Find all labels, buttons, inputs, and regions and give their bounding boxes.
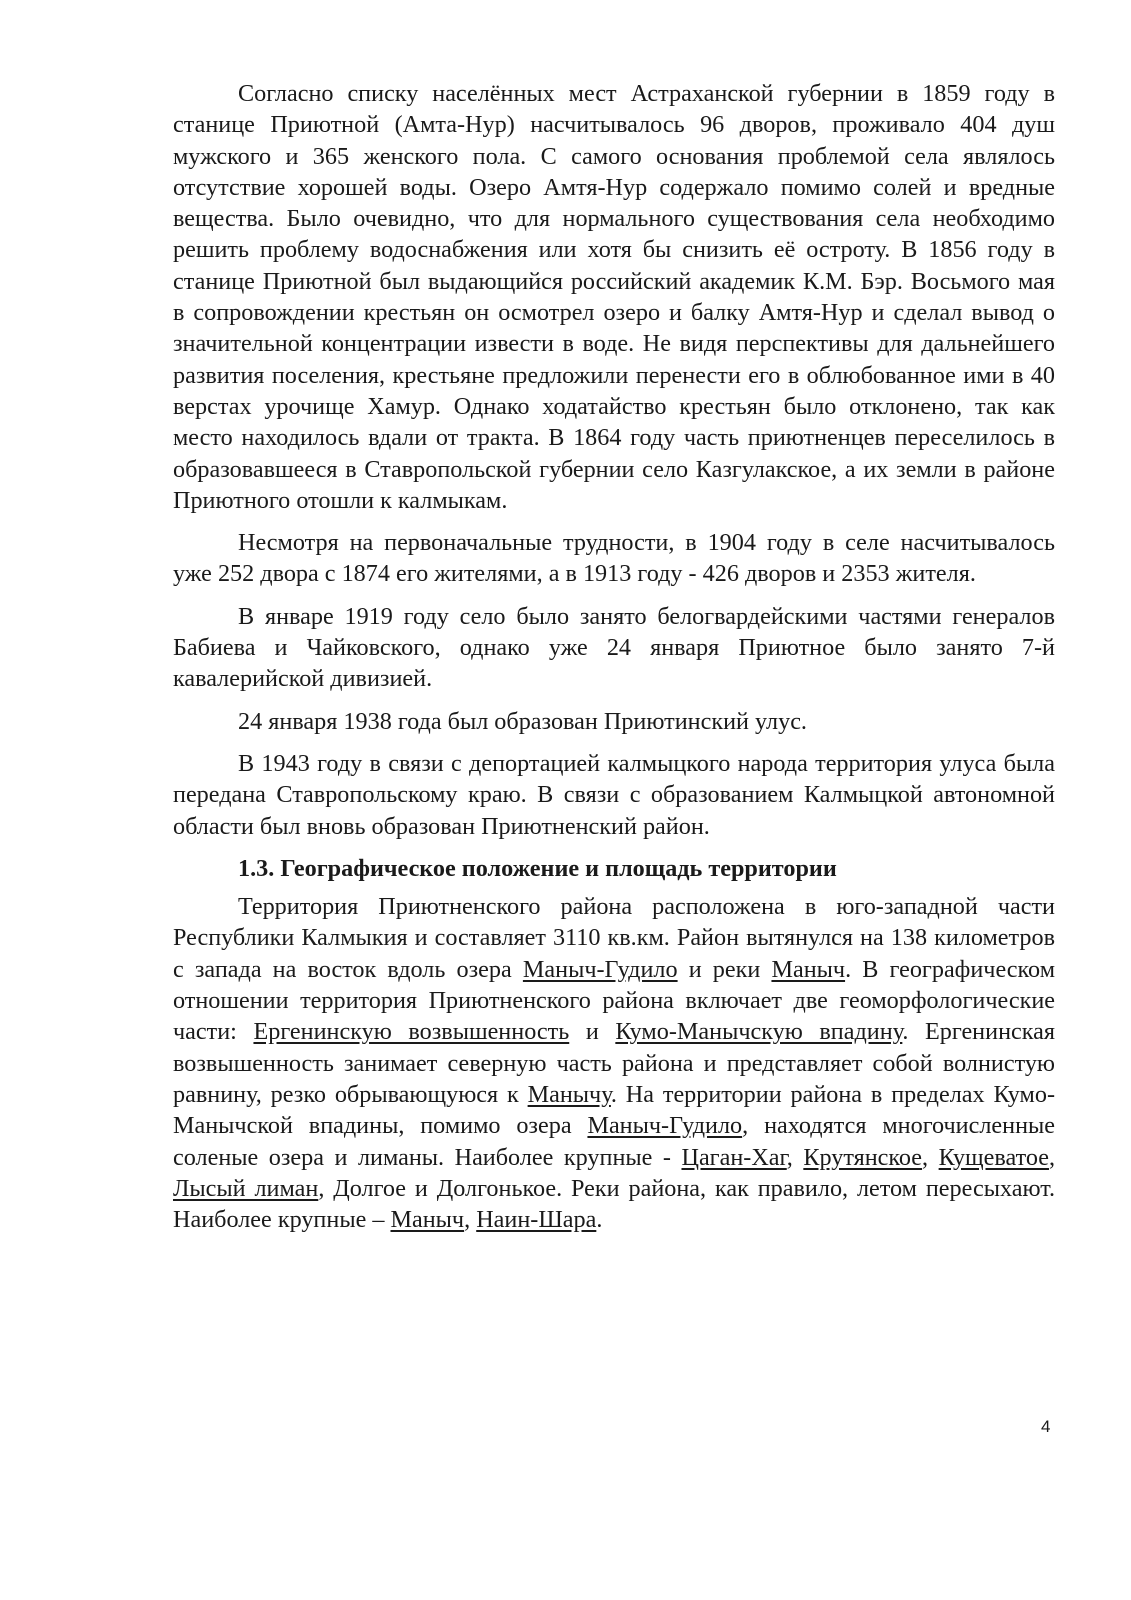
link-manych-river-2[interactable]: Манычу xyxy=(527,1080,611,1108)
text-run: , xyxy=(786,1143,804,1171)
link-nain-shara[interactable]: Наин-Шара xyxy=(476,1206,597,1234)
text-run: . xyxy=(596,1206,603,1234)
text-run: . В географическом отношении территория Приютненского района включает две геоморфологические части: xyxy=(173,955,1055,1046)
link-manych-gudilo[interactable]: Маныч-Гудило xyxy=(522,955,678,983)
text-run: и реки xyxy=(677,955,772,983)
text-run: , Долгое и Долгонькое. Реки района, как правило, летом пересыхают. Наиболее крупные – xyxy=(173,1174,1056,1234)
text-run: , xyxy=(922,1143,939,1171)
paragraph-geography xyxy=(173,891,1055,1235)
link-manych-river[interactable]: Маныч xyxy=(771,955,846,983)
link-krutyanskoe[interactable]: Крутянское xyxy=(803,1143,923,1171)
paragraph-january-1919: В январе 1919 году село было занято белогвардейскими частями генералов Бабиева и Чайковского, однако уже 24 января Приютное было занято 7-й кавалерийской дивизией. xyxy=(173,602,1055,693)
text-run: и xyxy=(569,1018,616,1046)
link-manych-gudilo-2[interactable]: Маныч-Гудило xyxy=(587,1112,743,1140)
paragraph-ulus-1938: 24 января 1938 года был образован Приютинский улус. xyxy=(238,707,807,735)
link-manych-river-3[interactable]: Маныч xyxy=(390,1206,465,1234)
text-run: Территория Приютненского района расположена в юго-западной части Республики Калмыкия и составляет 3110 кв.км. Район вытянулся на 138 километров с запада на восток вдоль озера xyxy=(173,893,1055,983)
paragraph-deportation-1943: В 1943 году в связи с депортацией калмыцкого народа территория улуса была передана Ставропольскому краю. В связи с образованием Калмыцкой автономной области был вновь образован Приютненский район. xyxy=(173,749,1055,840)
text-run: , xyxy=(1048,1143,1056,1171)
link-ergeni-upland[interactable]: Ергенинскую возвышенность xyxy=(253,1018,570,1046)
text-run: , xyxy=(464,1206,477,1234)
link-kushchevatoe[interactable]: Кущеватое xyxy=(938,1143,1049,1171)
text-run: . Ергенинская возвышенность занимает северную часть района и представляет собой волнистую равнину, резко обрывающуюся к xyxy=(173,1018,1055,1108)
text-run: . На территории района в пределах Кумо-Манычской впадины, помимо озера xyxy=(173,1080,1055,1140)
paragraph-history-1859: Согласно списку населённых мест Астраханской губернии в 1859 году в станице Приютной (Амта-Нур) насчитывалось 96 дворов, проживало 404 душ мужского и 365 женского пола. С самого основания проблемой села являлось отсутствие хорошей воды. Озеро Амтя-Нур содержало помимо солей и вредные вещества. Было очевидно, что для нормального существования села необходимо решить проблему водоснабжения или хотя бы снизить её остроту. В 1856 году в станице Приютной был выдающийся российский академик К.М. Бэр. Восьмого мая в сопровождении крестьян он осмотрел озеро и балку Амтя-Нур и сделал вывод о значительной концентрации извести в воде. Не видя перспективы для дальнейшего развития поселения, крестьяне предложили перенести его в облюбованное ими в 40 верстах урочище Хамур. Однако ходатайство крестьян было отклонено, так как место находилось вдали от тракта. В 1864 году часть приютненцев переселилось в образовавшееся в Ставропольской губернии село Казгулакское, а их земли в районе Приютного отошли к калмыкам. xyxy=(173,80,1055,514)
text-run: , находятся многочисленные соленые озера и лиманы. Наиболее крупные - xyxy=(173,1112,1055,1171)
paragraph-population-1904: Несмотря на первоначальные трудности, в 1904 году в селе насчитывалось уже 252 двора с 1874 его жителями, а в 1913 году - 426 дворов и 2353 жителя. xyxy=(173,529,1055,588)
link-tsagan-khag[interactable]: Цаган-Хаг xyxy=(681,1143,787,1171)
page-number: 4 xyxy=(1041,1417,1051,1436)
document-page xyxy=(173,78,1055,1246)
section-heading-geography: 1.3. Географическое положение и площадь территории xyxy=(238,854,837,882)
link-kuma-manych-depression[interactable]: Кумо-Манычскую впадину xyxy=(615,1018,903,1046)
link-lysy-liman[interactable]: Лысый лиман xyxy=(173,1174,319,1202)
